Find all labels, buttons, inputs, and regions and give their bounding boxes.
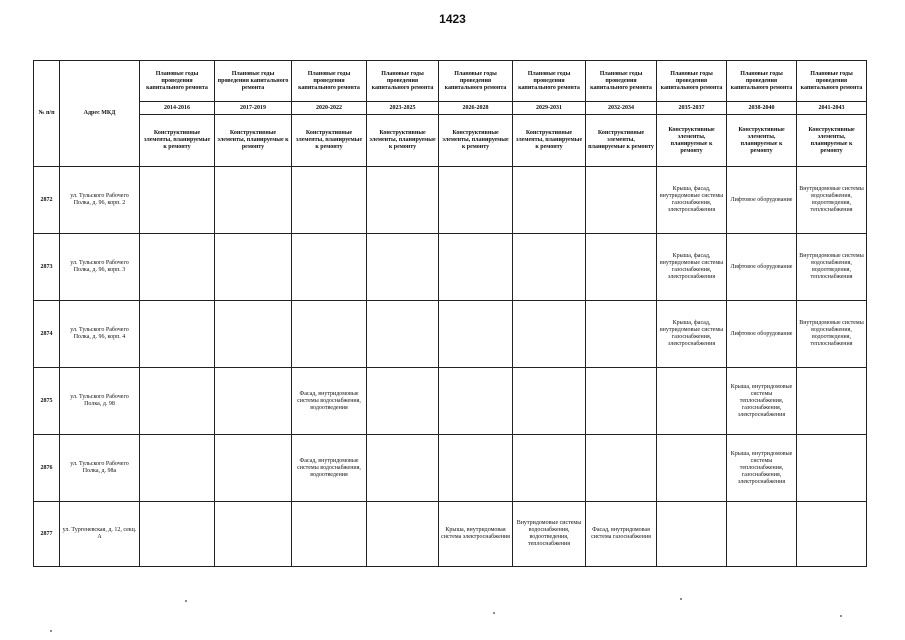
elements-header: Конструктивные элементы, планируемые к ремонту [439,115,513,167]
work-cell [367,502,439,567]
work-cell [513,301,586,368]
work-cell [292,301,367,368]
work-cell [367,234,439,301]
work-cell: Крыша, внутридомовые системы теплоснабжения, газоснабжения, электроснабжения [727,368,797,435]
plan-years-header: Плановые годы проведения капитального ремонта [513,61,586,102]
work-cell: Крыша, внутридомовые системы теплоснабжения, газоснабжения, электроснабжения [727,435,797,502]
work-cell: Внутридомовые системы водоснабжения, водоотведения, теплоснабжения [797,301,867,368]
elements-header: Конструктивные элементы, планируемые к ремонту [513,115,586,167]
row-number: 2874 [34,301,60,368]
elements-header: Конструктивные элементы, планируемые к ремонту [797,115,867,167]
work-cell [140,301,215,368]
elements-header: Конструктивные элементы, планируемые к ремонту [657,115,727,167]
work-cell [586,167,657,234]
work-cell: Фасад, внутридомовые системы водоснабжения, водоотведения [292,368,367,435]
table-row [34,301,867,368]
work-cell: Лифтовое оборудование [727,234,797,301]
period-cell: 2032-2034 [586,102,657,115]
plan-years-header: Плановые годы проведения капитального ремонта [140,61,215,102]
work-cell: Внутридомовые системы водоснабжения, водоотведения, теплоснабжения [797,234,867,301]
work-cell: Лифтовое оборудование [727,301,797,368]
work-cell [140,435,215,502]
period-cell: 2035-2037 [657,102,727,115]
work-cell [797,368,867,435]
table-row [34,502,867,567]
work-cell [140,502,215,567]
work-cell: Крыша, фасад, внутридомовые системы газоснабжения, электроснабжения [657,234,727,301]
table-row [34,167,867,234]
plan-years-header: Плановые годы проведения капитального ремонта [657,61,727,102]
work-cell [657,368,727,435]
work-cell [215,435,292,502]
row-address: ул. Тургеневская, д. 12, секц. А [60,502,140,567]
plan-years-header: Плановые годы проведения капитального ремонта [439,61,513,102]
work-cell [439,368,513,435]
plan-years-header: Плановые годы проведения капитального ремонта [797,61,867,102]
capital-repair-table [33,60,867,567]
work-cell [513,167,586,234]
period-cell: 2014-2016 [140,102,215,115]
elements-header: Конструктивные элементы, планируемые к ремонту [586,115,657,167]
scan-speck [493,612,495,614]
period-cell: 2038-2040 [727,102,797,115]
scan-speck [840,615,842,617]
row-address: ул. Тульского Рабочего Полка, д. 96, корп. 4 [60,301,140,368]
row-address: ул. Тульского Рабочего Полка, д. 96, корп. 3 [60,234,140,301]
row-number: 2877 [34,502,60,567]
work-cell [215,167,292,234]
work-cell [657,435,727,502]
work-cell [513,234,586,301]
table-row [34,435,867,502]
header-row-plan [34,61,867,102]
work-cell [439,167,513,234]
elements-header: Конструктивные элементы, планируемые к ремонту [367,115,439,167]
work-cell: Крыша, фасад, внутридомовые системы газоснабжения, электроснабжения [657,167,727,234]
work-cell: Фасад, внутридомовая система газоснабжения [586,502,657,567]
table-row [34,368,867,435]
column-header-address: Адрес МКД [60,61,140,167]
work-cell: Крыша, внутридомовая система электроснабжения [439,502,513,567]
work-cell [367,167,439,234]
work-cell [215,502,292,567]
period-cell: 2017-2019 [215,102,292,115]
work-cell [586,234,657,301]
work-cell [215,368,292,435]
work-cell: Фасад, внутридомовые системы водоснабжения, водоотведения [292,435,367,502]
elements-header: Конструктивные элементы, планируемые к ремонту [140,115,215,167]
work-cell [292,167,367,234]
work-cell [657,502,727,567]
work-cell [586,368,657,435]
work-cell [586,301,657,368]
work-cell [140,368,215,435]
elements-header: Конструктивные элементы, планируемые к ремонту [727,115,797,167]
work-cell [292,234,367,301]
work-cell [215,301,292,368]
scan-speck [50,630,52,632]
row-address: ул. Тульского Рабочего Полка, д. 98а [60,435,140,502]
scan-speck [680,598,682,600]
work-cell [367,435,439,502]
work-cell: Лифтовое оборудование [727,167,797,234]
period-cell: 2026-2028 [439,102,513,115]
header-row-periods [34,102,867,115]
row-number: 2872 [34,167,60,234]
work-cell [439,435,513,502]
work-cell: Крыша, фасад, внутридомовые системы газоснабжения, электроснабжения [657,301,727,368]
work-cell [140,234,215,301]
elements-header: Конструктивные элементы, планируемые к ремонту [292,115,367,167]
work-cell [797,502,867,567]
elements-header: Конструктивные элементы, планируемые к ремонту [215,115,292,167]
row-number: 2876 [34,435,60,502]
work-cell [215,234,292,301]
work-cell [439,301,513,368]
work-cell [513,435,586,502]
scan-speck [185,600,187,602]
work-cell [439,234,513,301]
work-cell [367,301,439,368]
work-cell [727,502,797,567]
table-row [34,234,867,301]
plan-years-header: Плановые годы проведения капитального ремонта [215,61,292,102]
plan-years-header: Плановые годы проведения капитального ремонта [586,61,657,102]
plan-years-header: Плановые годы проведения капитального ремонта [367,61,439,102]
work-cell [140,167,215,234]
period-cell: 2029-2031 [513,102,586,115]
work-cell [367,368,439,435]
work-cell [292,502,367,567]
plan-years-header: Плановые годы проведения капитального ремонта [292,61,367,102]
work-cell [513,368,586,435]
row-number: 2873 [34,234,60,301]
row-address: ул. Тульского Рабочего Полка, д. 96, корп. 2 [60,167,140,234]
work-cell [797,435,867,502]
row-number: 2875 [34,368,60,435]
work-cell: Внутридомовые системы водоснабжения, водоотведения, теплоснабжения [797,167,867,234]
page-number: 1423 [439,12,466,26]
column-header-number: № п/п [34,61,60,167]
period-cell: 2020-2022 [292,102,367,115]
period-cell: 2023-2025 [367,102,439,115]
plan-years-header: Плановые годы проведения капитального ремонта [727,61,797,102]
work-cell [586,435,657,502]
period-cell: 2041-2043 [797,102,867,115]
header-row-elements [34,115,867,167]
work-cell: Внутридомовые системы водоснабжения, водоотведения, теплоснабжения [513,502,586,567]
row-address: ул. Тульского Рабочего Полка, д. 98 [60,368,140,435]
